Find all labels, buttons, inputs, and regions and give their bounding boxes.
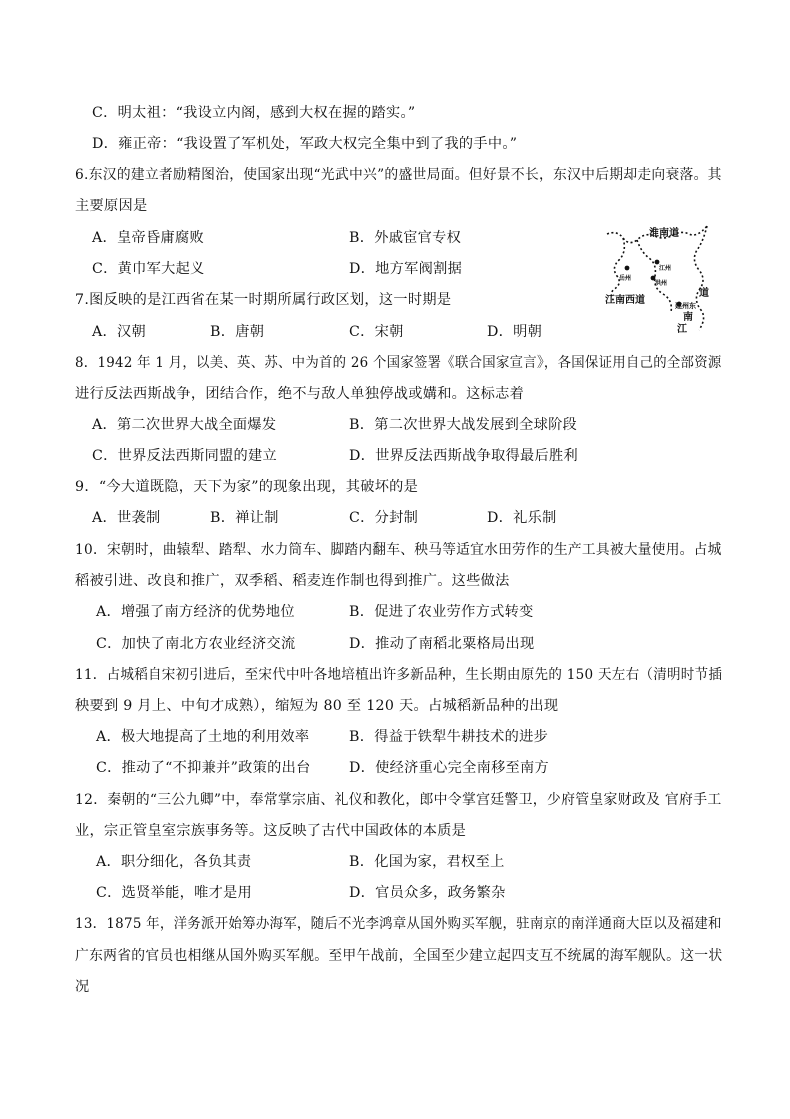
q12-option-b: B．化国为家，君权至上 xyxy=(349,854,505,870)
q7-option-b: B．唐朝 xyxy=(210,324,265,340)
map-boundary-east xyxy=(694,226,707,330)
q13-stem-line1: 13．1875 年，洋务派开始筹办海军，随后不光李鸿章从国外购买军舰，驻南京的南洋通商大臣以及福建和 xyxy=(75,916,722,932)
q6-option-b: B．外戚宦官专权 xyxy=(349,230,462,246)
q10-option-d: D．推动了南稻北粟格局出现 xyxy=(349,636,535,652)
q8-option-d: D．世界反法西斯战争取得最后胜利 xyxy=(349,448,578,464)
q13-stem-line3: 况 xyxy=(75,979,90,995)
q11-option-a: A．极大地提高了土地的利用效率 xyxy=(96,729,310,745)
map-label-huainan: 淮南道 xyxy=(649,228,679,239)
q7-option-d: D．明朝 xyxy=(487,324,543,340)
q11-stem-line2: 秧要到 9 月上、中旬才成熟），缩短为 80 至 120 天。占城稻新品种的出现 xyxy=(75,698,559,714)
map-label-jiang: 江 xyxy=(677,324,687,335)
q9-option-c: C．分封制 xyxy=(349,510,419,526)
q7-option-c: C．宋朝 xyxy=(349,324,404,340)
q6-option-d: D．地方军阀割据 xyxy=(349,261,463,277)
q13-stem-line2: 广东两省的官员也相继从国外购买军舰。至甲午战前，全国至少建立起四支互不统属的海军舰队。这一状 xyxy=(75,948,723,964)
q6-stem-line1: 6.东汉的建立者励精图治，使国家出现“光武中兴”的盛世局面。但好景不长，东汉中后期却走向衰落。其 xyxy=(75,167,722,183)
q10-stem-line1: 10．宋朝时，曲辕犁、踏犁、水力筒车、脚踏内翻车、秧马等适宜水田劳作的生产工具被大量使用。占城 xyxy=(75,542,722,558)
q11-option-b: B．得益于铁犁牛耕技术的进步 xyxy=(349,729,549,745)
map-city-yuezhou xyxy=(625,266,630,271)
q8-option-b: B．第二次世界大战发展到全球阶段 xyxy=(349,417,578,433)
q11-option-d: D．使经济重心完全南移至南方 xyxy=(349,760,550,776)
q8-stem-line1: 8．1942 年 1 月，以美、英、苏、中为首的 26 个国家签署《联合国家宣言》，各国保证用自己的全部资源 xyxy=(75,355,722,371)
q9-option-b: B．禅让制 xyxy=(210,510,279,526)
q10-stem-line2: 稻被引进、改良和推广，双季稻、稻麦连作制也得到推广。这些做法 xyxy=(75,573,510,589)
q10-option-b: B．促进了农业劳作方式转变 xyxy=(349,604,534,620)
map-label-nan: 南 xyxy=(683,312,693,323)
jiangxi-map-figure xyxy=(603,218,721,336)
q6-option-c: C．黄巾军大起义 xyxy=(92,261,205,277)
map-boundary-west xyxy=(611,238,624,302)
map-label-jiangnandong: 建州东 xyxy=(675,302,696,310)
q7-option-a: A．汉朝 xyxy=(92,324,147,340)
q12-option-a: A．职分细化，各负其责 xyxy=(96,854,252,870)
q9-stem: 9．“今大道既隐，天下为家”的现象出现，其破坏的是 xyxy=(75,479,419,495)
q12-stem-line2: 业，宗正管皇室宗族事务等。这反映了古代中国政体的本质是 xyxy=(75,823,467,839)
q11-stem-line1: 11．占城稻自宋初引进后，至宋代中叶各地培植出许多新品种，生长期由原先的 150 天左右（清明时节插 xyxy=(75,667,723,683)
q9-option-d: D．礼乐制 xyxy=(487,510,557,526)
map-label-yuezhou: 岳州 xyxy=(619,275,632,282)
q7-stem: 7.图反映的是江西省在某一时期所属行政区划，这一时期是 xyxy=(75,292,452,308)
q12-option-c: C．选贤举能，唯才是用 xyxy=(96,885,253,901)
q12-option-d: D．官员众多，政务繁杂 xyxy=(349,885,506,901)
q9-option-a: A．世袭制 xyxy=(92,510,161,526)
map-label-jiangzhou: 江州 xyxy=(659,265,672,272)
q6-stem-line2: 主要原因是 xyxy=(75,198,148,214)
map-city-jiangzhou xyxy=(655,260,660,265)
q10-option-a: A．增强了南方经济的优势地位 xyxy=(96,604,295,620)
q8-option-a: A．第二次世界大战全面爆发 xyxy=(92,417,277,433)
map-label-jiangnanxi: 江南西道 xyxy=(605,295,645,306)
q8-stem-line2: 进行反法西斯战争，团结合作，绝不与敌人单独停战或媾和。这标志着 xyxy=(75,386,525,402)
q6-option-a: A．皇帝昏庸腐败 xyxy=(92,230,204,246)
q5-option-d: D．雍正帝：“我设置了军机处，军政大权完全集中到了我的手中。” xyxy=(92,136,518,152)
q12-stem-line1: 12．秦朝的“三公九卿”中，奉常掌宗庙、礼仪和教化，郎中令掌宫廷警卫，少府管皇家财政及 官府手工 xyxy=(75,792,722,808)
q10-option-c: C．加快了南北方农业经济交流 xyxy=(96,636,296,652)
q11-option-c: C．推动了“不抑兼并”政策的出台 xyxy=(96,760,311,776)
map-label-hongzhou: 洪州 xyxy=(655,280,668,287)
map-label-dao: 道 xyxy=(699,288,709,299)
q5-option-c: C．明太祖：“我设立内阁，感到大权在握的踏实。” xyxy=(92,105,416,121)
q8-option-c: C．世界反法西斯同盟的建立 xyxy=(92,448,278,464)
